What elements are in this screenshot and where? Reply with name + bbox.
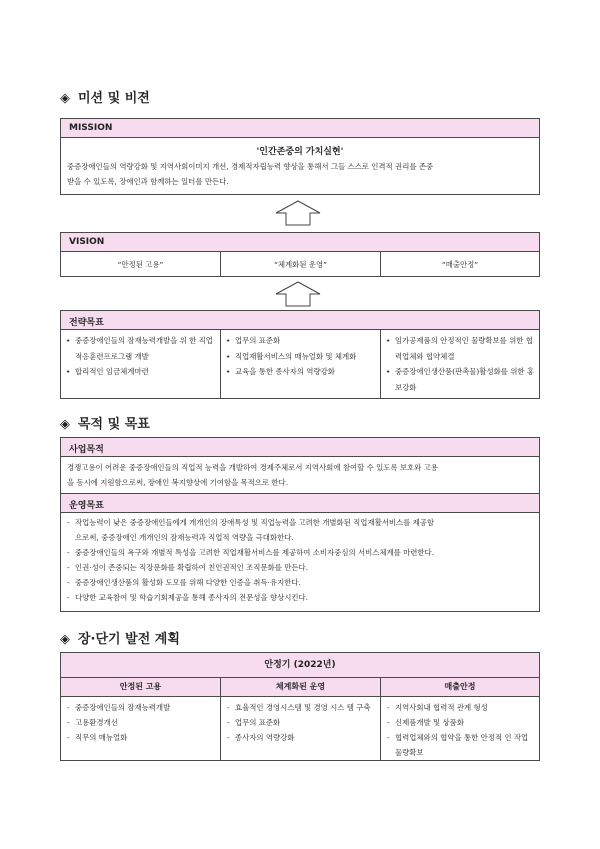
purpose-label: 사업목적 bbox=[61, 438, 539, 457]
goal-item: - 중증장애인들의 욕구와 개별적 특성을 고려한 직업재활서비스를 제공하여 소비자중심의 서비스체계를 마련한다. bbox=[65, 545, 533, 560]
purpose-text-line-2: 을 동시에 지원함으로써, 장애인 복지향상에 기여함을 목적으로 한다. bbox=[67, 478, 289, 487]
mission-text-line-1: 중증장애인들의 역량강화 및 지역사회이미지 개선, 경제적자립능력 향상을 통해서 그들 스스로 인격적 권리를 존중 bbox=[67, 162, 434, 171]
strategy-item: • 교육을 통한 종사자의 역량강화 bbox=[225, 364, 376, 380]
goal-item: - 중증장애인생산품의 활성화 도모를 위해 다양한 인증을 취득·유지한다. bbox=[65, 575, 533, 590]
plan-item: - 효율적인 경영시스템 및 경영 시스 템 구축 bbox=[225, 700, 376, 715]
plan-item: - 신제품개발 및 상품화 bbox=[385, 715, 535, 730]
plan-header: 체계화된 운영 bbox=[275, 682, 326, 691]
strategy-item: • 중증장애인생산품(판촉물)활성화를 위한 홍보강화 bbox=[385, 364, 535, 395]
plan-column-1 bbox=[61, 697, 220, 760]
mission-text-line-2: 받을 수 있도록, 장애인과 함께하는 일터를 만든다. bbox=[67, 177, 229, 186]
plan-column-3 bbox=[381, 697, 539, 760]
strategy-item: • 직업재활서비스의 매뉴얼화 및 체계화 bbox=[225, 349, 376, 365]
plan-header: 매출안정 bbox=[444, 682, 476, 691]
goals-label: 운영목표 bbox=[61, 494, 539, 513]
plan-item: - 업무의 표준화 bbox=[225, 715, 376, 730]
vision-item: “안정된 고용” bbox=[117, 260, 164, 269]
vision-label: VISION bbox=[61, 233, 539, 252]
vision-item: “매출안정” bbox=[441, 260, 479, 269]
plan-column-2 bbox=[221, 697, 380, 760]
plan-item: - 협력업체와의 협약을 통한 안정적 인 작업물량확보 bbox=[385, 730, 535, 760]
diamond-bullet-icon: ◈ bbox=[60, 632, 70, 647]
strategy-item: • 임가공제품의 안정적인 물량확보를 위한 협력업체와 협약체결 bbox=[385, 333, 535, 364]
plan-item: - 직무의 매뉴얼화 bbox=[65, 730, 216, 745]
up-arrow-icon bbox=[272, 280, 324, 308]
section-title-mission-vision bbox=[60, 87, 150, 106]
section-title-text: 목적 및 목표 bbox=[78, 417, 150, 432]
purpose-goals-box bbox=[60, 437, 540, 612]
goal-item: - 다양한 교육참여 및 학습기회제공을 통해 종사자의 전문성을 향상시킨다. bbox=[65, 590, 533, 605]
mission-headline: '인간존중의 가치실현' bbox=[256, 147, 344, 157]
plan-item: - 종사자의 역량강화 bbox=[225, 730, 376, 745]
strategy-column-1 bbox=[61, 330, 220, 398]
strategy-label: 전략목표 bbox=[61, 311, 539, 330]
plan-title: 안정기 (2022년) bbox=[61, 653, 539, 678]
up-arrow-icon bbox=[272, 199, 324, 227]
strategy-item: • 합리적인 임금체계마련 bbox=[65, 364, 216, 380]
vision-item: “체계화된 운영” bbox=[274, 260, 327, 269]
strategy-item: • 중증장애인들의 잠재능력개발을 위 한 직업적응훈련프로그램 개발 bbox=[65, 333, 216, 364]
goal-item-continuation: 으로써, 중증장애인 개개인의 잠재능력과 직업적 역량을 극대화한다. bbox=[75, 533, 294, 542]
purpose-text-line-1: 경쟁고용이 어려운 중증장애인들의 직업적 능력을 개발하여 경제주체로서 지역사회에 참여할 수 있도록 보호와 고용 bbox=[67, 463, 438, 472]
strategy-item: • 업무의 표준화 bbox=[225, 333, 376, 349]
diamond-bullet-icon: ◈ bbox=[60, 417, 70, 432]
mission-label: MISSION bbox=[61, 119, 539, 138]
strategy-column-3 bbox=[381, 330, 539, 398]
goal-item: - 인권·성이 존중되는 직장문화를 확립하여 친인권적인 조직문화를 만든다. bbox=[65, 560, 533, 575]
plan-item: - 고용환경개선 bbox=[65, 715, 216, 730]
plan-table bbox=[60, 652, 540, 761]
goal-item: - 작업능력이 낮은 중증장애인들에게 개개인의 장애특성 및 직업능력을 고려한 개별화된 직업재활서비스를 제공함 bbox=[65, 515, 533, 530]
section-title-development-plan bbox=[60, 628, 180, 647]
strategy-column-2 bbox=[221, 330, 380, 398]
plan-header: 안정된 고용 bbox=[119, 682, 162, 691]
diamond-bullet-icon: ◈ bbox=[60, 91, 70, 106]
section-title-text: 장·단기 발전 계획 bbox=[78, 632, 180, 647]
plan-item: - 중증장애인들의 잠재능력개발 bbox=[65, 700, 216, 715]
section-title-purpose-goals bbox=[60, 413, 150, 432]
plan-item: - 지역사회내 협력적 관계 형성 bbox=[385, 700, 535, 715]
vision-box bbox=[60, 232, 540, 277]
strategy-box bbox=[60, 310, 540, 399]
section-title-text: 미션 및 비젼 bbox=[78, 91, 150, 106]
mission-box bbox=[60, 118, 540, 195]
